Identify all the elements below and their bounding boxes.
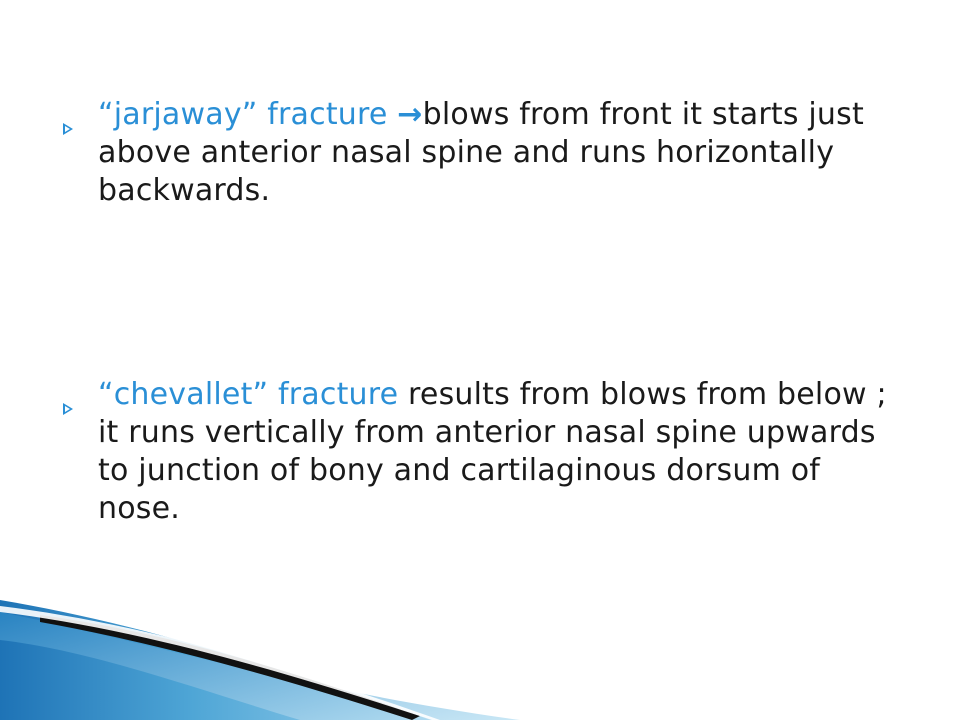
triangle-right-icon — [62, 96, 98, 146]
bullet-accent-term: “jarjaway” fracture — [98, 97, 398, 132]
bullet-item-jarjaway — [62, 96, 892, 210]
bullet-body-text: results from blows from below ; it runs vertically from anterior nasal spine upwards to junction of bony and cartilaginous dorsum of nose. — [98, 377, 887, 526]
bullet-body-text: blows from front it starts just above anterior nasal spine and runs horizontally backwards. — [98, 97, 864, 208]
arrow-right-icon: → — [397, 97, 423, 132]
bullet-item-chevallet — [62, 376, 892, 528]
bullet-text — [98, 376, 892, 528]
bullet-text — [98, 96, 892, 210]
bullet-accent-term: “chevallet” fracture — [98, 377, 399, 412]
triangle-right-icon — [62, 376, 98, 426]
